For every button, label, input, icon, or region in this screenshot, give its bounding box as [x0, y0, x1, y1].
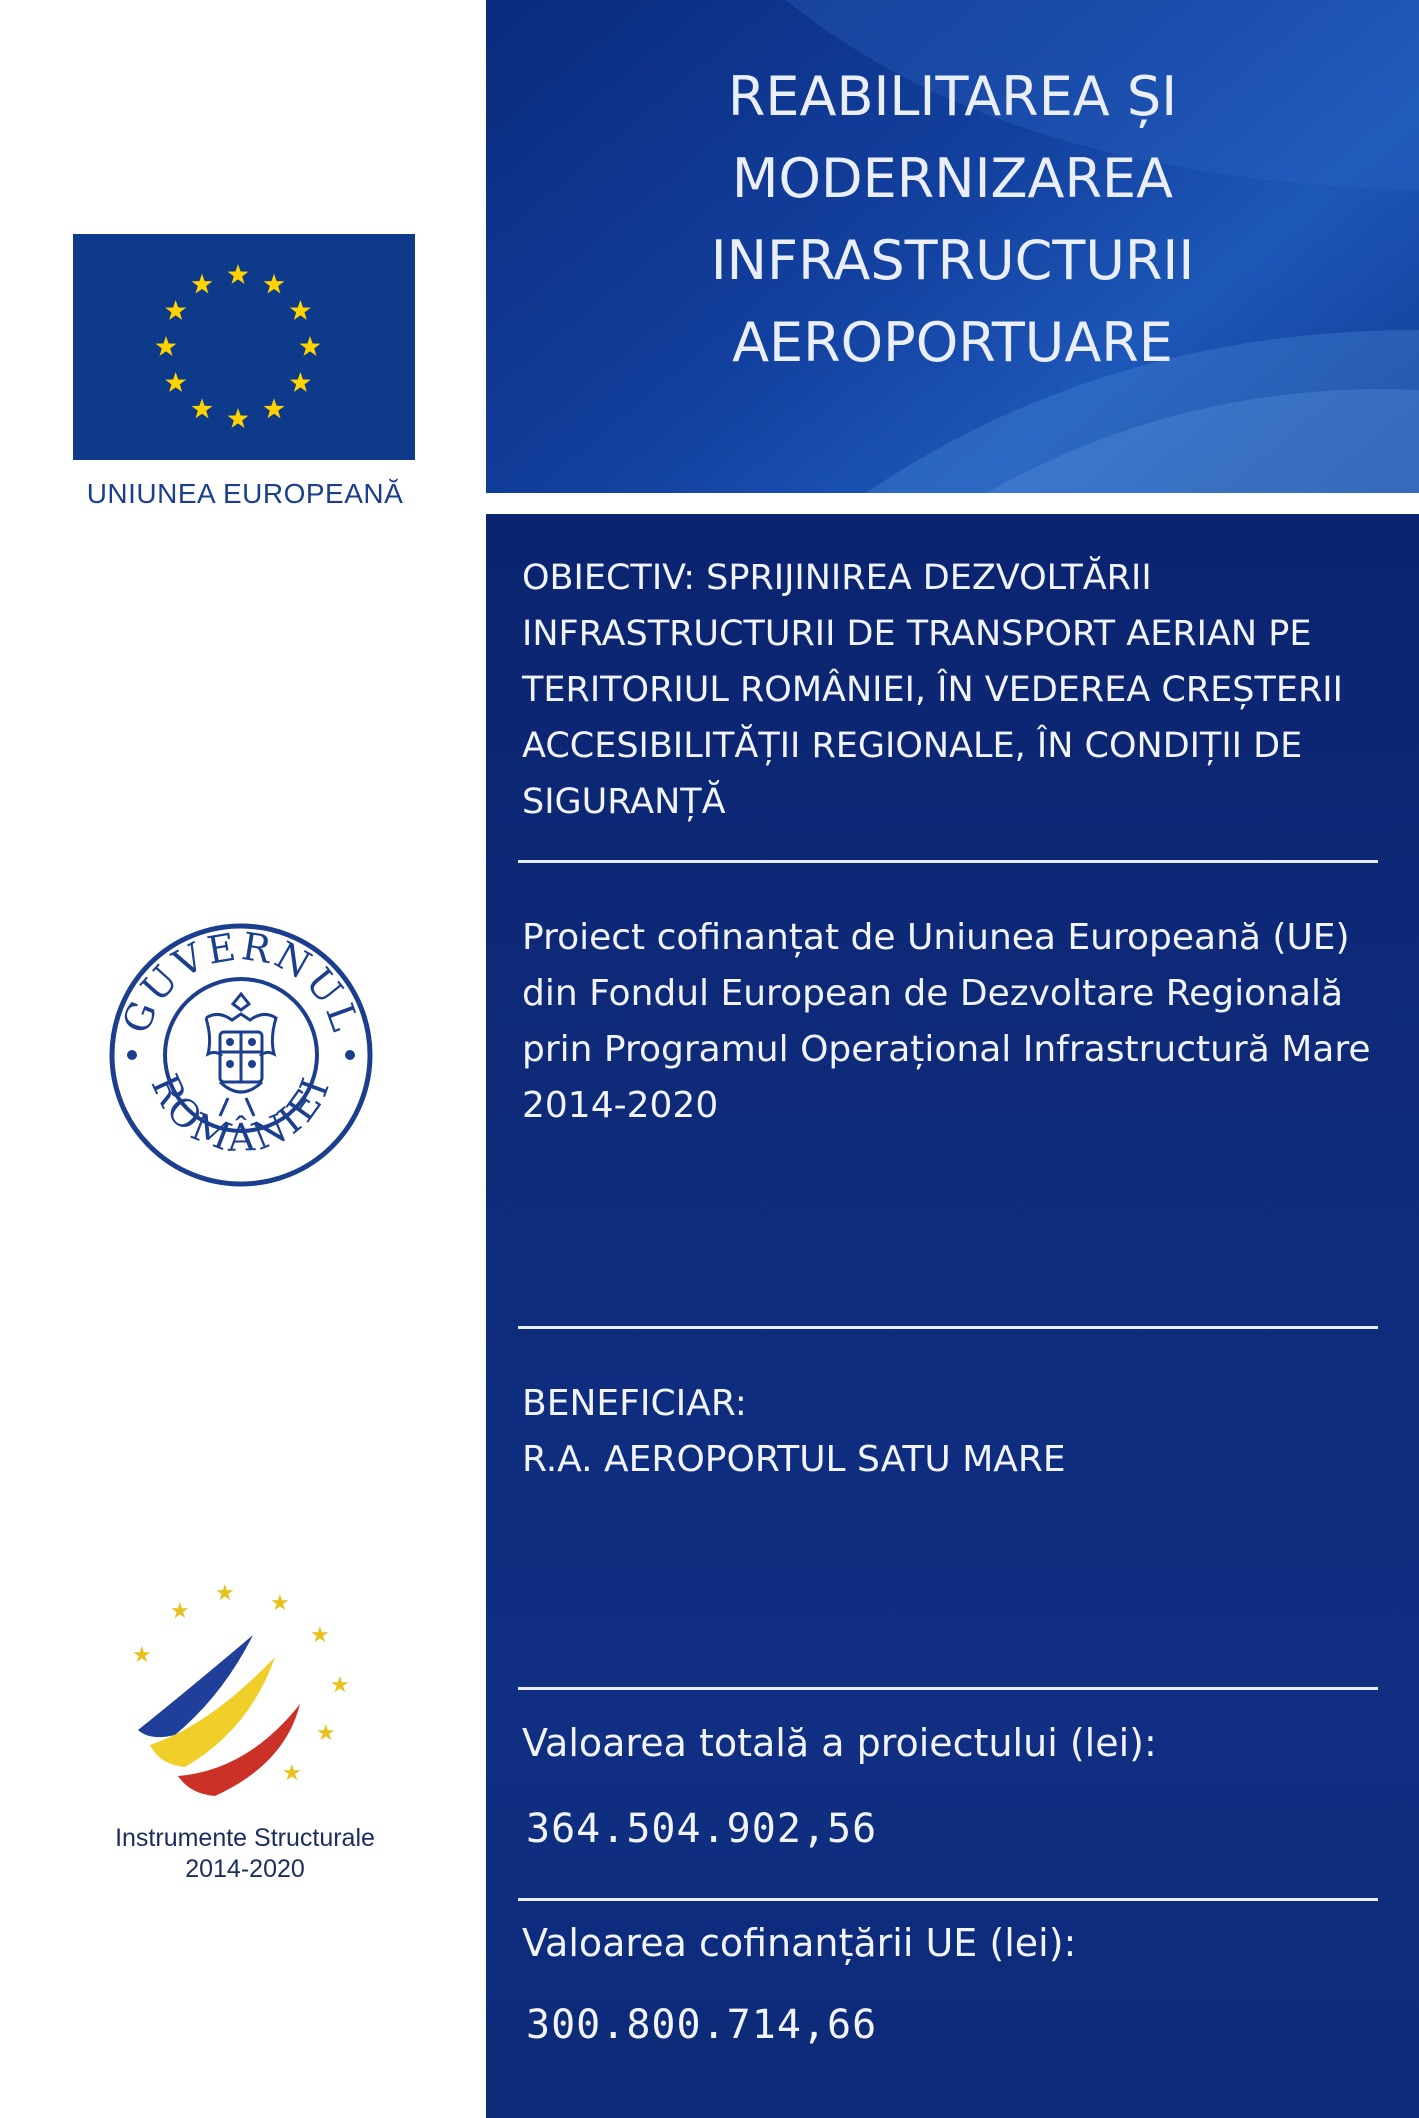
title-line-1: REABILITAREA ȘI: [727, 65, 1178, 128]
logos-column: [0, 0, 484, 2118]
instrumente-structurale-caption: [40, 1823, 450, 1885]
beneficiary-label: BENEFICIAR:: [522, 1383, 747, 1424]
guvernul-romaniei-seal-icon: [108, 922, 374, 1188]
beneficiary-block: [522, 1376, 1402, 1488]
divider: [518, 1687, 1378, 1690]
svg-text:★: ★: [215, 1581, 235, 1606]
svg-text:★: ★: [316, 1721, 336, 1746]
divider: [518, 1326, 1378, 1329]
eu-star-icon: [300, 336, 321, 356]
eu-star-icon: [156, 336, 177, 356]
eu-star-icon: [290, 372, 311, 392]
title-line-2: MODERNIZAREA: [731, 147, 1174, 210]
is-caption-line1: Instrumente Structurale: [115, 1824, 375, 1852]
eu-stars-icon: [73, 234, 415, 460]
svg-text:★: ★: [170, 1599, 190, 1624]
info-panel: [486, 514, 1419, 2118]
eu-star-icon: [290, 300, 311, 320]
svg-text:GUVERNUL: [114, 924, 368, 1039]
is-caption-line2: 2014-2020: [185, 1855, 305, 1883]
eu-caption: UNIUNEA EUROPEANĂ: [86, 478, 404, 509]
divider: [518, 860, 1378, 863]
total-value-amount: 364.504.902,56: [526, 1806, 878, 1852]
beneficiary-name: R.A. AEROPORTUL SATU MARE: [522, 1439, 1066, 1480]
svg-text:★: ★: [132, 1643, 152, 1668]
eu-star-icon: [264, 274, 285, 294]
eu-star-icon: [165, 300, 186, 320]
eu-value-label: Valoarea cofinanțării UE (lei):: [522, 1921, 1077, 1965]
title-line-3: INFRASTRUCTURII: [710, 229, 1195, 292]
eu-star-icon: [192, 274, 213, 294]
seal-text-bottom: ROMÂNIEI: [142, 1067, 339, 1161]
eu-star-icon: [192, 398, 213, 418]
divider: [518, 1898, 1378, 1901]
seal-text-top: GUVERNUL: [113, 924, 369, 1040]
total-value-label: Valoarea totală a proiectului (lei):: [522, 1721, 1157, 1765]
svg-text:★: ★: [310, 1623, 330, 1648]
eu-star-icon: [228, 264, 249, 284]
instrumente-structurale-logo-icon: [120, 1580, 370, 1810]
svg-text:★: ★: [282, 1761, 302, 1786]
svg-text:★: ★: [330, 1673, 350, 1698]
title-panel: [486, 0, 1419, 493]
project-title: [486, 56, 1419, 384]
eu-star-icon: [264, 398, 285, 418]
eu-flag-icon: [73, 234, 415, 460]
project-cofinancing-text: Proiect cofinanțat de Uniunea Europeană (UE) din Fondul European de Dezvoltare Regională prin Programul Operațional Infrastructură Mare 2014-2020: [522, 917, 1371, 1126]
eu-value-amount: 300.800.714,66: [526, 2002, 878, 2048]
eu-star-icon: [228, 408, 249, 428]
objective-text: OBIECTIV: SPRIJINIREA DEZVOLTĂRII INFRASTRUCTURII DE TRANSPORT AERIAN PE TERITORIUL ROMÂNIEI, ÎN VEDEREA CREȘTERII ACCESIBILITĂȚII REGIONALE, ÎN CONDIȚII DE SIGURANȚĂ: [522, 558, 1343, 822]
eu-star-icon: [165, 372, 186, 392]
title-line-4: AEROPORTUARE: [732, 311, 1173, 374]
svg-text:★: ★: [270, 1591, 290, 1616]
